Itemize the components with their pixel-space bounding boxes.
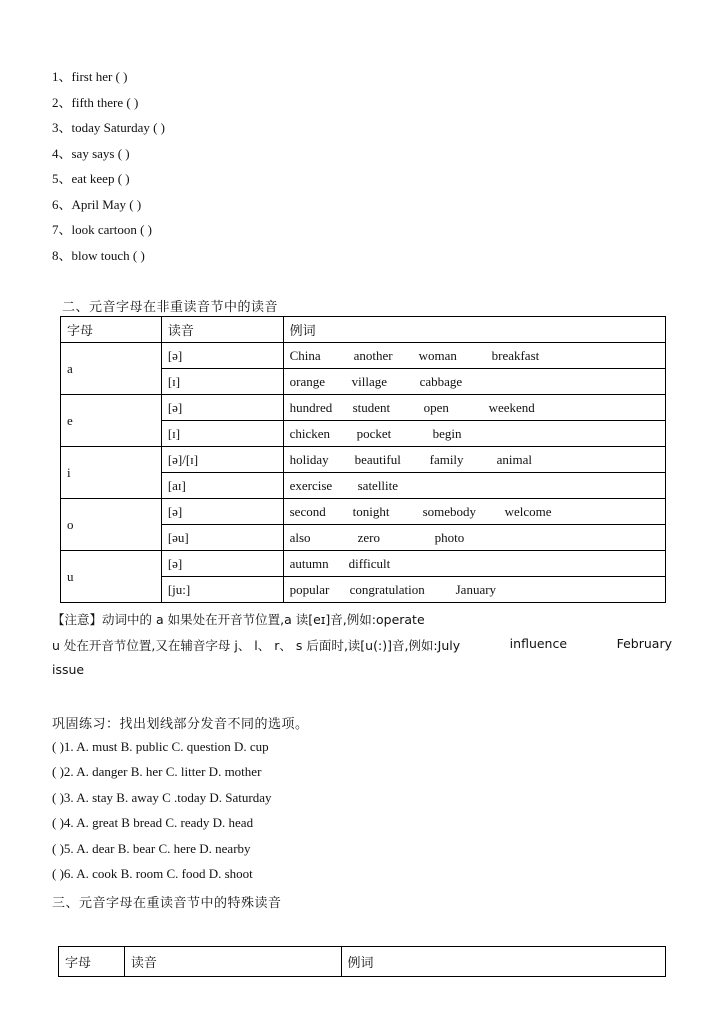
table-row [61, 447, 666, 473]
sound-cell: [ɪ] [161, 421, 283, 447]
example-words [283, 343, 665, 369]
pair-item: 6、April May ( ) [52, 197, 142, 212]
example-word: family [429, 451, 464, 467]
example-word: village [351, 373, 387, 389]
letter-cell: o [61, 499, 162, 551]
example-word: chicken [289, 425, 331, 441]
example-word: woman [418, 347, 457, 363]
sound-cell: [ɪ] [161, 369, 283, 395]
note-word: influence [509, 636, 568, 651]
sound-cell: [ə]/[ɪ] [161, 447, 283, 473]
table-row [61, 395, 666, 421]
example-word: breakfast [491, 347, 540, 363]
sound-cell: [ə] [161, 551, 283, 577]
pair-item: 5、eat keep ( ) [52, 171, 130, 186]
practice-title: 巩固练习：找出划线部分发音不同的选项。 [52, 717, 309, 732]
example-word: photo [434, 529, 465, 545]
example-word: China [289, 347, 321, 363]
practice-item: ( )6. A. cook B. room C. food D. shoot [52, 866, 253, 881]
header-sound: 读音 [161, 317, 283, 343]
example-word: animal [496, 451, 532, 467]
table-header-row [61, 317, 666, 343]
practice-item: ( )4. A. great B bread C. ready D. head [52, 815, 254, 830]
pair-item: 1、first her ( ) [52, 69, 128, 84]
example-word: holiday [289, 451, 329, 467]
pair-item: 4、say says ( ) [52, 146, 130, 161]
example-words [283, 551, 665, 577]
example-word: tonight [352, 503, 390, 519]
example-words [283, 447, 665, 473]
header-examples: 例词 [341, 947, 665, 977]
sound-cell: [ju:] [161, 577, 283, 603]
note-text: u 处在开音节位置,又在辅音字母 j、 l、 r、 s 后面时,读[u(:)]音,例如:July [52, 638, 461, 653]
example-words [283, 369, 665, 395]
example-word: another [353, 347, 393, 363]
sound-cell: [ə] [161, 395, 283, 421]
section2-title: 二、元音字母在非重读音节中的读音 [62, 300, 279, 315]
vowel-table [60, 316, 666, 603]
pair-item: 2、fifth there ( ) [52, 95, 139, 110]
example-word: begin [432, 425, 462, 441]
section3-title: 三、元音字母在重读音节中的特殊读音 [52, 896, 282, 911]
example-words [283, 473, 665, 499]
example-words [283, 577, 665, 603]
table-row [61, 343, 666, 369]
example-word: autumn [289, 555, 329, 571]
letter-cell: a [61, 343, 162, 395]
example-word: zero [357, 529, 380, 545]
note-line [52, 636, 672, 654]
example-words [283, 525, 665, 551]
example-word: beautiful [354, 451, 401, 467]
header-letter: 字母 [59, 947, 125, 977]
table-row [61, 551, 666, 577]
example-word: orange [289, 373, 325, 389]
example-word: second [289, 503, 326, 519]
pair-item: 8、blow touch ( ) [52, 248, 145, 263]
header-sound: 读音 [124, 947, 341, 977]
letter-cell: i [61, 447, 162, 499]
pair-item: 7、look cartoon ( ) [52, 222, 153, 237]
example-words [283, 499, 665, 525]
practice-item: ( )1. A. must B. public C. question D. cup [52, 739, 269, 754]
header-letter: 字母 [61, 317, 162, 343]
sound-cell: [aɪ] [161, 473, 283, 499]
example-word: cabbage [419, 373, 463, 389]
practice-item: ( )3. A. stay B. away C .today D. Saturday [52, 790, 272, 805]
example-word: pocket [356, 425, 392, 441]
special-vowel-table [58, 946, 666, 977]
table-header-row [59, 947, 666, 977]
example-word: open [423, 399, 449, 415]
example-word: welcome [504, 503, 552, 519]
example-word: also [289, 529, 311, 545]
sound-cell: [əu] [161, 525, 283, 551]
example-word: exercise [289, 477, 333, 493]
pair-item: 3、today Saturday ( ) [52, 120, 166, 135]
example-word: congratulation [349, 581, 425, 597]
letter-cell: e [61, 395, 162, 447]
sound-cell: [ə] [161, 499, 283, 525]
example-word: weekend [488, 399, 535, 415]
note-line: 【注意】动词中的 a 如果处在开音节位置,a 读[eɪ]音,例如:operate [52, 612, 425, 627]
example-word: difficult [348, 555, 391, 571]
letter-cell: u [61, 551, 162, 603]
example-word: January [455, 581, 497, 597]
example-word: satellite [357, 477, 399, 493]
example-word: student [352, 399, 391, 415]
note-word: February [616, 636, 672, 651]
header-examples: 例词 [283, 317, 665, 343]
example-words [283, 421, 665, 447]
sound-cell: [ə] [161, 343, 283, 369]
example-word: popular [289, 581, 330, 597]
example-words [283, 395, 665, 421]
practice-item: ( )2. A. danger B. her C. litter D. mother [52, 764, 262, 779]
example-word: somebody [422, 503, 477, 519]
practice-item: ( )5. A. dear B. bear C. here D. nearby [52, 841, 251, 856]
table-row [61, 499, 666, 525]
note-line: issue [52, 662, 85, 677]
example-word: hundred [289, 399, 333, 415]
